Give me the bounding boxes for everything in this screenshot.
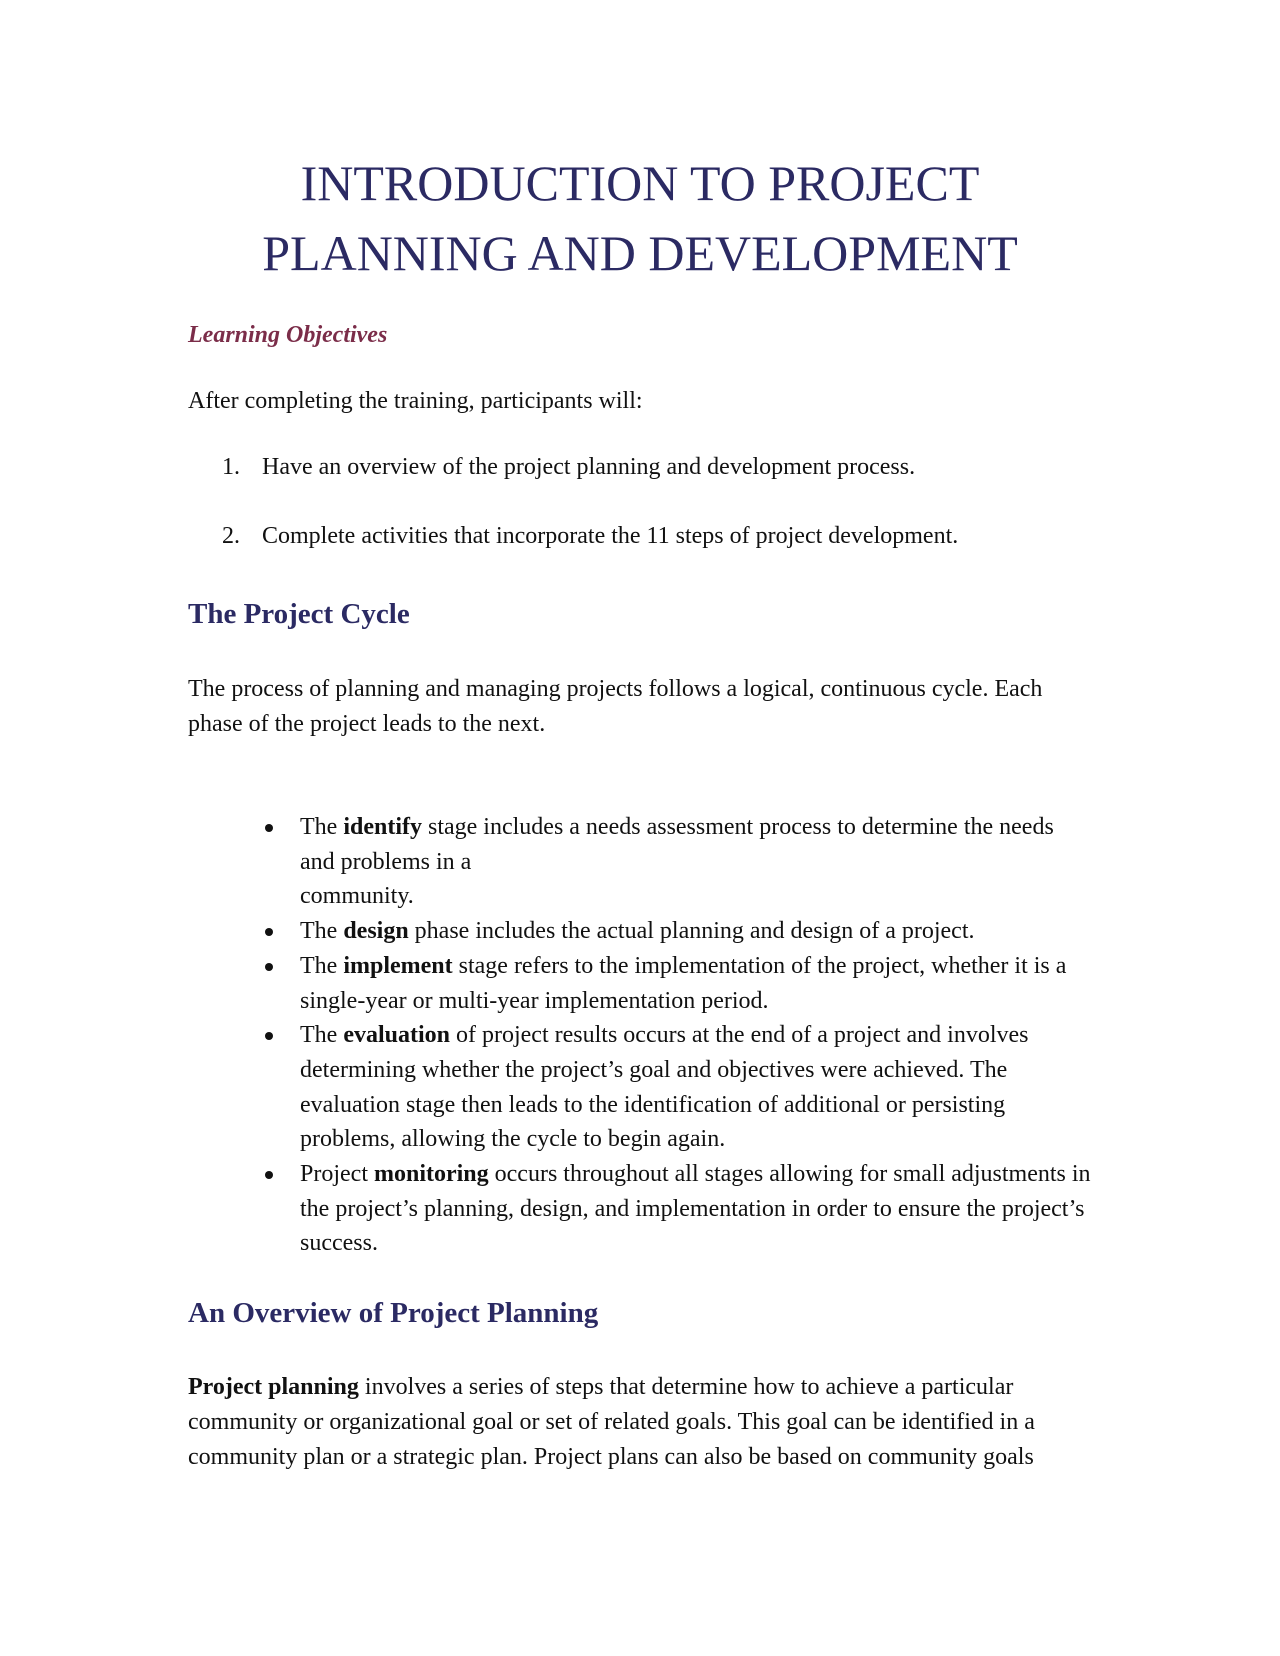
bullet-pre: Project: [300, 1161, 374, 1188]
bullet-icon: [265, 928, 273, 936]
learning-objectives-heading: Learning Objectives: [188, 322, 388, 348]
title-line-2: PLANNING AND DEVELOPMENT: [262, 225, 1018, 281]
objectives-intro: After completing the training, participants will:: [188, 388, 643, 414]
bullet-pre: The: [300, 918, 344, 945]
bullet-text: and problems in a: [300, 848, 472, 875]
objective-item-1: [222, 450, 915, 485]
overview-heading: An Overview of Project Planning: [188, 1297, 599, 1329]
bullet-text: stage refers to the implementation of the project, whether it is a single-year or multi-year implementation period.: [300, 952, 1067, 1014]
bullet-text: community.: [300, 883, 414, 910]
overview-paragraph: [188, 1370, 1100, 1475]
bullet-icon: [265, 824, 273, 832]
objective-number: 1.: [222, 454, 240, 480]
bullet-pre: The: [300, 1022, 344, 1049]
overview-text: involves a series of steps that determine how to achieve a particular community or organizational goal or set of related goals. This goal can be identified in a community plan or a strategic plan. Project plans can also be based on community goals: [188, 1374, 1035, 1470]
bullet-pre: The: [300, 952, 344, 979]
bullet-text: occurs throughout all stages allowing for small adjustments in the project’s planning, design, and implementation in order to ensure the project’s success.: [300, 1161, 1091, 1257]
objective-number: 2.: [222, 523, 240, 549]
project-cycle-list: [262, 810, 1092, 1261]
list-item: [262, 1018, 1092, 1157]
list-item: [262, 949, 1092, 1018]
project-cycle-paragraph: The process of planning and managing projects follows a logical, continuous cycle. Each phase of the project leads to the next.: [188, 676, 1043, 737]
overview-lead-term: Project planning: [188, 1374, 359, 1400]
bullet-icon: [265, 1171, 273, 1179]
bullet-keyword: design: [343, 918, 409, 945]
bullet-text: of project results occurs at the end of a project and involves determining whether the project’s goal and objectives were achieved. The evaluation stage then leads to the identification of additional or persisting problems, allowing the cycle to begin again.: [300, 1022, 1029, 1153]
list-item: [262, 810, 1092, 914]
bullet-icon: [265, 1032, 273, 1040]
bullet-keyword: monitoring: [373, 1161, 489, 1188]
project-cycle-heading: The Project Cycle: [188, 598, 410, 630]
bullet-icon: [265, 963, 273, 971]
list-item: [262, 914, 1092, 949]
bullet-text: stage includes a needs assessment process to determine the needs: [421, 814, 1054, 840]
objective-text: Complete activities that incorporate the 11 steps of project development.: [262, 523, 959, 549]
objective-item-2: [222, 519, 958, 554]
objective-text: Have an overview of the project planning and development process.: [262, 454, 916, 480]
bullet-keyword: evaluation: [343, 1022, 450, 1049]
bullet-text: phase includes the actual planning and design of a project.: [408, 918, 975, 945]
title-line-1: INTRODUCTION TO PROJECT: [300, 155, 980, 211]
bullet-pre: The: [300, 814, 344, 840]
page-title: [0, 148, 1280, 288]
list-item: [262, 1157, 1092, 1261]
bullet-keyword: identify: [343, 814, 422, 840]
bullet-keyword: implement: [343, 952, 453, 979]
